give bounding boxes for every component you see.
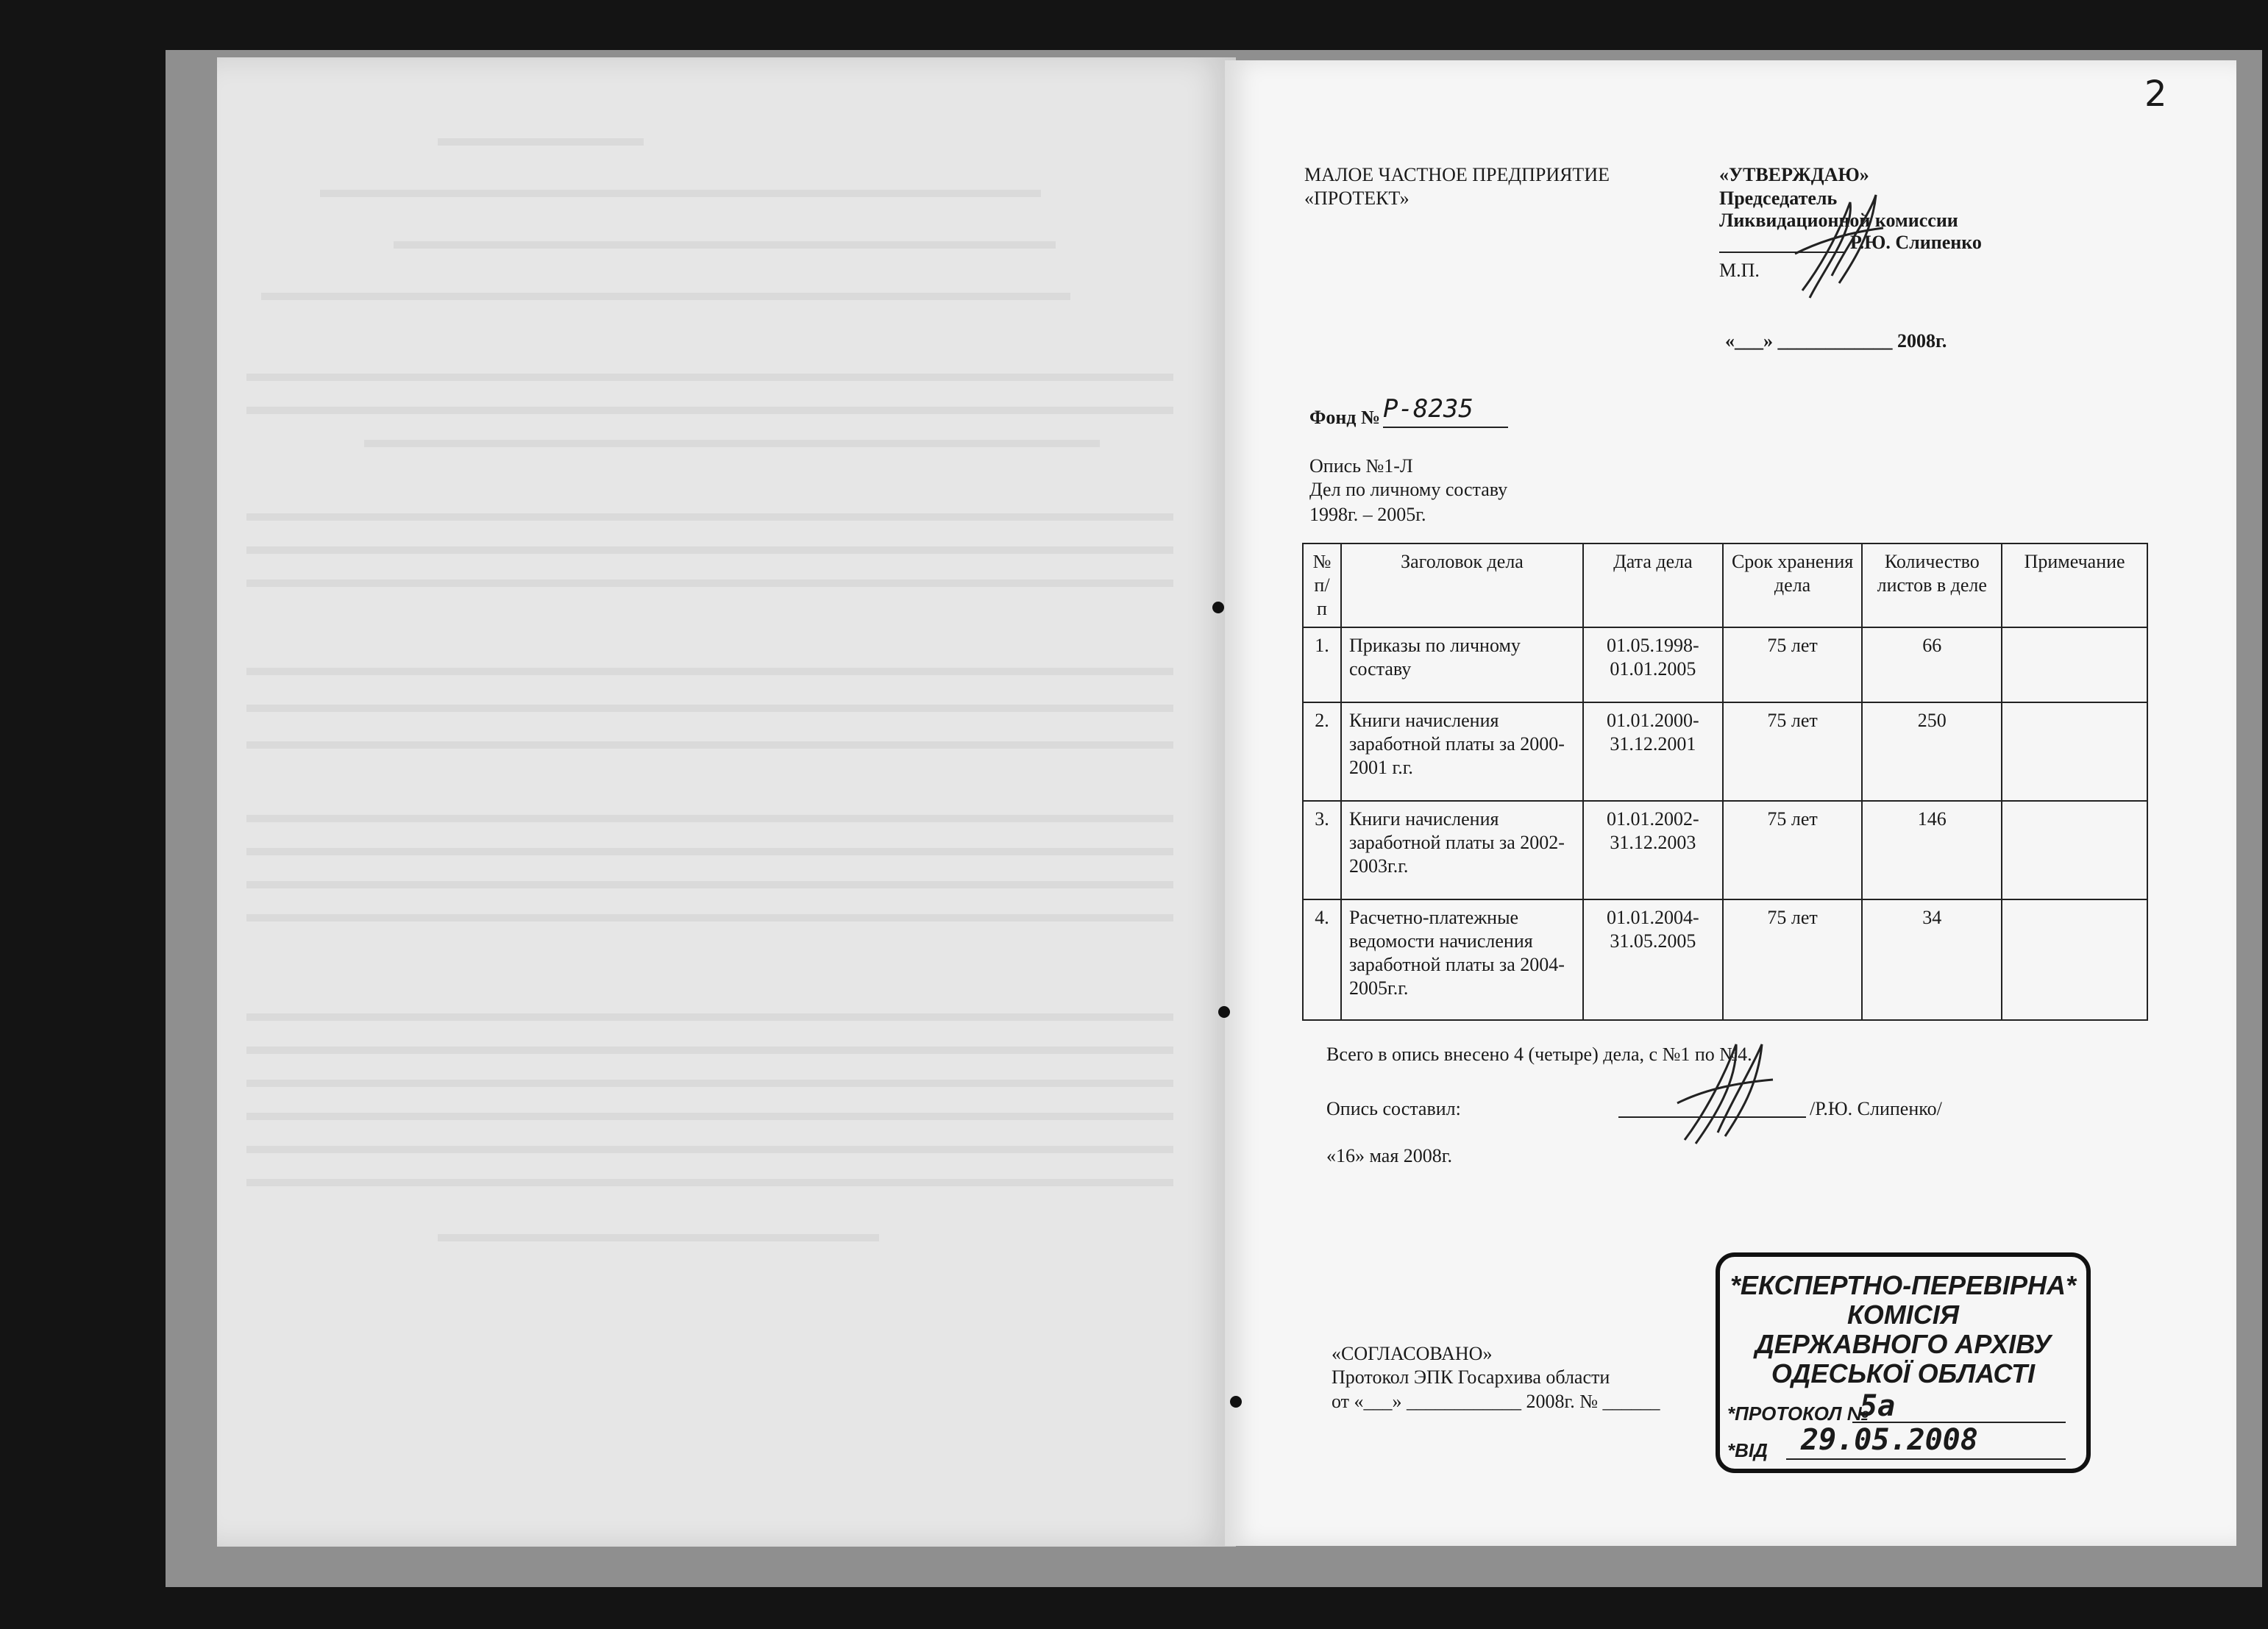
binding-hole bbox=[1218, 1006, 1230, 1018]
row-term: 75 лет bbox=[1723, 801, 1863, 899]
row-title: Книги начисления заработной платы за 2002-2003г.г. bbox=[1341, 801, 1583, 899]
header-date: Дата дела bbox=[1583, 543, 1723, 627]
show-through-line bbox=[246, 668, 1173, 675]
stamp-protocol-value: 5а bbox=[1860, 1389, 1896, 1423]
table-row bbox=[1303, 702, 2147, 801]
row-date: 01.01.2002-31.12.2003 bbox=[1583, 801, 1723, 899]
row-note bbox=[2002, 702, 2147, 801]
row-sheets: 34 bbox=[1862, 899, 2002, 1020]
show-through-line bbox=[261, 293, 1070, 300]
show-through-line bbox=[246, 1013, 1173, 1021]
header-note: Примечание bbox=[2002, 543, 2147, 627]
row-title: Книги начисления заработной платы за 2000-2001 г.г. bbox=[1341, 702, 1583, 801]
approve-title: «УТВЕРЖДАЮ» bbox=[1719, 164, 1869, 185]
inventory-table bbox=[1302, 543, 2148, 1021]
row-number: 4. bbox=[1303, 899, 1341, 1020]
archive-commission-stamp bbox=[1716, 1252, 2091, 1473]
total-statement: Всего в опись внесено 4 (четыре) дела, с №1 по №4. bbox=[1326, 1044, 1752, 1065]
compile-date: «16» мая 2008г. bbox=[1326, 1145, 1453, 1166]
show-through-line bbox=[246, 815, 1173, 822]
show-through-line bbox=[246, 1047, 1173, 1054]
row-note bbox=[2002, 899, 2147, 1020]
row-date: 01.01.2000-31.12.2001 bbox=[1583, 702, 1723, 801]
stamp-from-value: 29.05.2008 bbox=[1801, 1423, 1978, 1457]
approver-name: Р.Ю. Слипенко bbox=[1850, 232, 1982, 253]
show-through-line bbox=[246, 407, 1173, 414]
header-title: Заголовок дела bbox=[1341, 543, 1583, 627]
show-through-line bbox=[246, 1080, 1173, 1087]
show-through-line bbox=[246, 848, 1173, 855]
show-through-line bbox=[246, 914, 1173, 922]
show-through-line bbox=[320, 190, 1041, 197]
row-title: Расчетно-платежные ведомости начисления заработной платы за 2004-2005г.г. bbox=[1341, 899, 1583, 1020]
show-through-line bbox=[364, 440, 1100, 447]
stamp-protocol-label: *ПРОТОКОЛ № bbox=[1727, 1402, 1869, 1425]
row-term: 75 лет bbox=[1723, 702, 1863, 801]
show-through-line bbox=[246, 881, 1173, 888]
approver-signature bbox=[1780, 188, 1891, 305]
inventory-years: 1998г. – 2005г. bbox=[1309, 504, 1426, 525]
show-through-line bbox=[246, 513, 1173, 521]
row-note bbox=[2002, 801, 2147, 899]
show-through-line bbox=[246, 1113, 1173, 1120]
row-number: 3. bbox=[1303, 801, 1341, 899]
agreed-title: «СОГЛАСОВАНО» bbox=[1332, 1343, 1493, 1364]
stamp-from-label: *ВІД bbox=[1727, 1439, 1768, 1461]
approver-role-line2: Ликвидационной комиссии bbox=[1719, 210, 1958, 231]
fund-label: Фонд № bbox=[1309, 407, 1381, 428]
show-through-line bbox=[246, 374, 1173, 381]
approver-role-line1: Председатель bbox=[1719, 188, 1838, 209]
table-row bbox=[1303, 627, 2147, 702]
stamp-line3: ДЕРЖАВНОГО АРХІВУ bbox=[1755, 1329, 2052, 1359]
compiled-label: Опись составил: bbox=[1326, 1098, 1461, 1119]
show-through-line bbox=[246, 1146, 1173, 1153]
show-through-line bbox=[246, 705, 1173, 712]
protocol-date-line: от «___» ____________ 2008г. № ______ bbox=[1332, 1391, 1660, 1412]
row-term: 75 лет bbox=[1723, 899, 1863, 1020]
stamp-from-line bbox=[1786, 1458, 2066, 1460]
page-number: 2 bbox=[2144, 74, 2167, 115]
row-note bbox=[2002, 627, 2147, 702]
header-number: № п/п bbox=[1303, 543, 1341, 627]
approval-date: «___» ____________ 2008г. bbox=[1725, 330, 1947, 352]
row-number: 1. bbox=[1303, 627, 1341, 702]
binding-hole bbox=[1230, 1396, 1242, 1408]
stamp-line1: *ЕКСПЕРТНО-ПЕРЕВІРНА* bbox=[1730, 1270, 2077, 1300]
compiler-signature bbox=[1655, 1030, 1780, 1147]
row-date: 01.01.2004-31.05.2005 bbox=[1583, 899, 1723, 1020]
org-name-line2: «ПРОТЕКТ» bbox=[1304, 188, 1409, 209]
stamp-place-label: М.П. bbox=[1719, 260, 1760, 281]
fund-number: Р-8235 bbox=[1383, 394, 1474, 424]
table-row bbox=[1303, 801, 2147, 899]
stamp-line2: КОМІСІЯ bbox=[1847, 1300, 1959, 1330]
inventory-number: Опись №1-Л bbox=[1309, 455, 1413, 477]
binding-hole bbox=[1212, 602, 1224, 613]
header-sheets: Количество листов в деле bbox=[1862, 543, 2002, 627]
row-sheets: 66 bbox=[1862, 627, 2002, 702]
row-sheets: 250 bbox=[1862, 702, 2002, 801]
table-header-row bbox=[1303, 543, 2147, 627]
org-name-line1: МАЛОЕ ЧАСТНОЕ ПРЕДПРИЯТИЕ bbox=[1304, 164, 1610, 185]
left-page-blank bbox=[217, 57, 1236, 1547]
protocol-line: Протокол ЭПК Госархива области bbox=[1332, 1366, 1610, 1388]
row-number: 2. bbox=[1303, 702, 1341, 801]
show-through-line bbox=[438, 1234, 879, 1241]
header-term: Срок хранения дела bbox=[1723, 543, 1863, 627]
compiled-signer: /Р.Ю. Слипенко/ bbox=[1810, 1098, 1942, 1119]
show-through-line bbox=[246, 1179, 1173, 1186]
show-through-line bbox=[394, 241, 1056, 249]
fund-number-line bbox=[1383, 427, 1508, 428]
table-row bbox=[1303, 899, 2147, 1020]
show-through-line bbox=[438, 138, 644, 146]
show-through-line bbox=[246, 580, 1173, 587]
stamp-line4: ОДЕСЬКОЇ ОБЛАСТІ bbox=[1771, 1358, 2036, 1389]
row-date: 01.05.1998-01.01.2005 bbox=[1583, 627, 1723, 702]
row-sheets: 146 bbox=[1862, 801, 2002, 899]
inventory-subject: Дел по личному составу bbox=[1309, 479, 1508, 500]
show-through-line bbox=[246, 741, 1173, 749]
row-title: Приказы по личному составу bbox=[1341, 627, 1583, 702]
show-through-line bbox=[246, 546, 1173, 554]
row-term: 75 лет bbox=[1723, 627, 1863, 702]
